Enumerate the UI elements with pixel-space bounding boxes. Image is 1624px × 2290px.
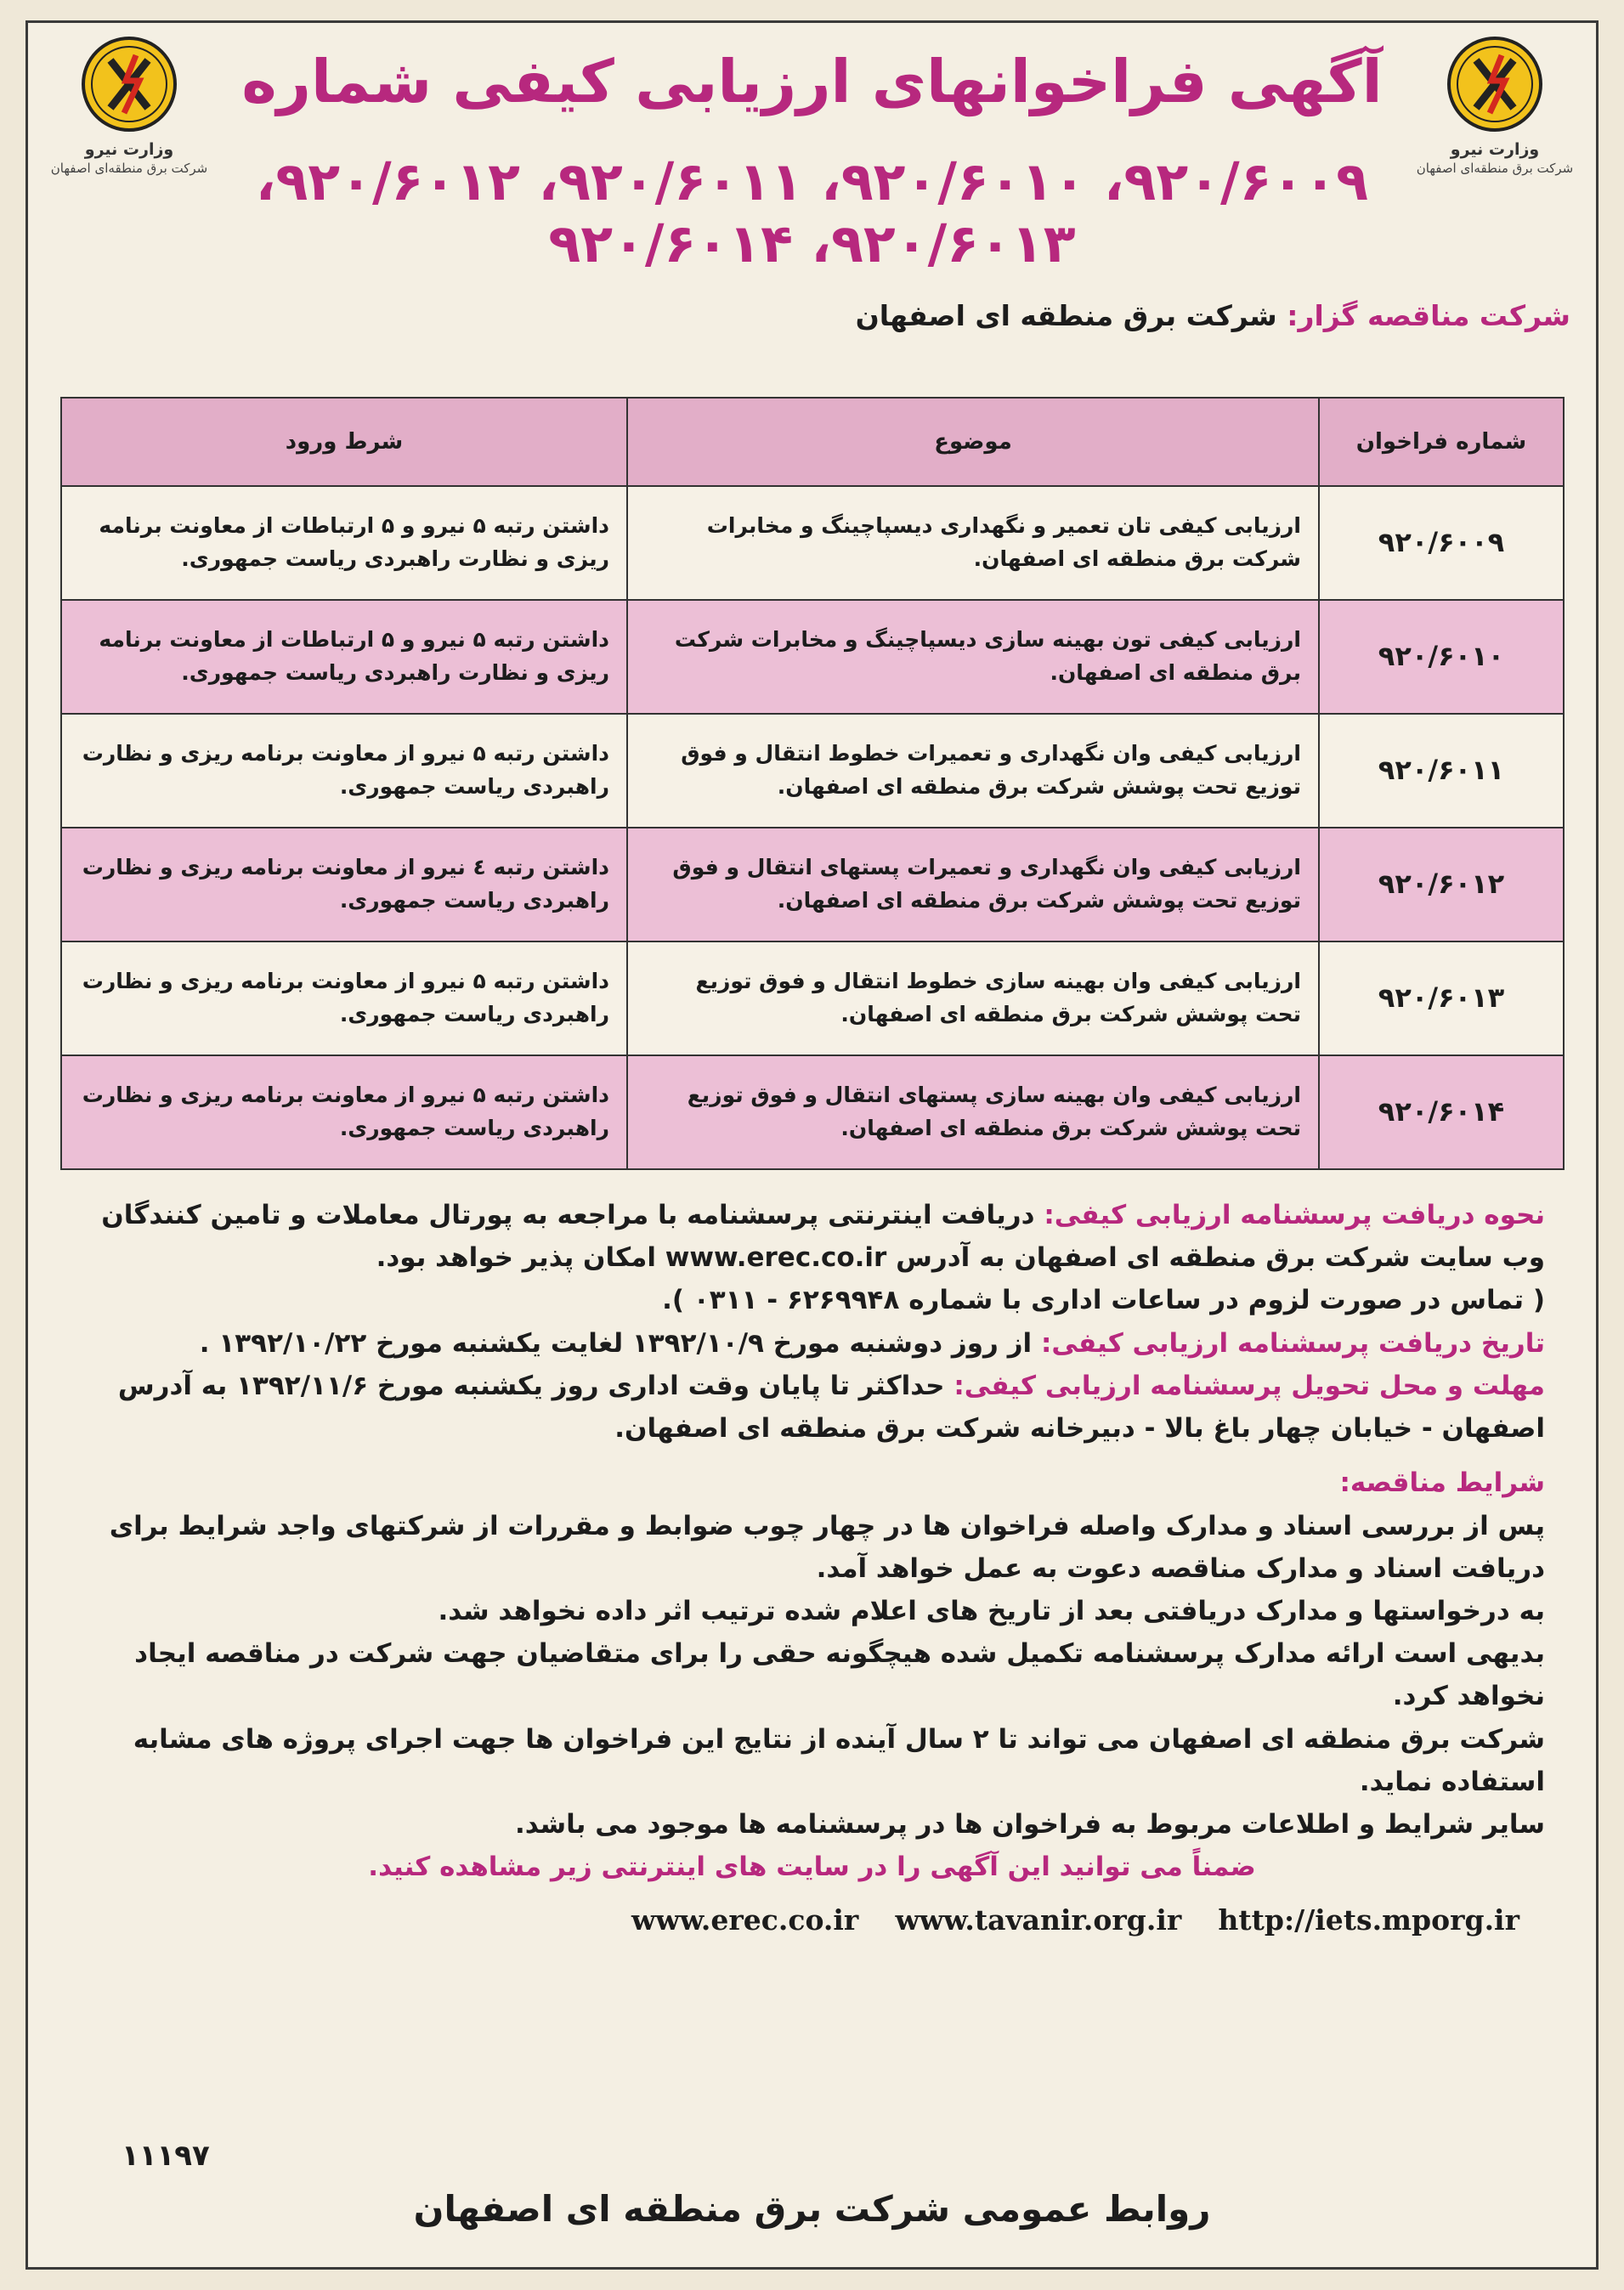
- call-number-cell: ۹۲۰/۶۰۱۱: [1319, 714, 1564, 828]
- tender-value: شرکت برق منطقه ای اصفهان: [855, 299, 1277, 332]
- website-link[interactable]: www.erec.co.ir: [631, 1903, 859, 1937]
- header-subject: موضوع: [627, 398, 1319, 486]
- receive-label: نحوه دریافت پرسشنامه ارزیابی کیفی:: [1044, 1200, 1545, 1230]
- condition-cell: داشتن رتبه ۵ نیرو از معاونت برنامه ریزی و نظارت راهبردی ریاست جمهوری.: [61, 714, 627, 828]
- tender-label: شرکت مناقصه گزار:: [1287, 299, 1570, 332]
- notice-sheet: [25, 20, 1599, 2270]
- condition-cell: داشتن رتبه ۵ نیرو و ۵ ارتباطات از معاونت برنامه ریزی و نظارت راهبردی ریاست جمهوری.: [61, 600, 627, 714]
- deadline-text: حداکثر تا پایان وقت اداری روز یکشنبه مورخ ۱۳۹۲/۱۱/۶ به آدرس اصفهان - خیابان چهار باغ بالا - دبیرخانه شرکت برق منطقه ای اصفهان.: [117, 1370, 1545, 1445]
- sites-note: ضمناً می توانید این آگهی را در سایت های اینترنتی زیر مشاهده کنید.: [368, 1852, 1256, 1883]
- website-list: [79, 1889, 1545, 1942]
- date-paragraph: [79, 1322, 1545, 1365]
- subject-cell: ارزیابی کیفی تان تعمیر و نگهداری دیسپاچینگ و مخابرات شرکت برق منطقه ای اصفهان.: [627, 486, 1319, 600]
- logo-right-company: شرکت برق منطقه‌ای اصفهان: [1416, 161, 1574, 176]
- table-row: [61, 486, 1564, 600]
- subject-cell: ارزیابی کیفی وان بهینه سازی خطوط انتقال و فوق توزیع تحت پوشش شرکت برق منطقه ای اصفهان.: [627, 941, 1319, 1055]
- condition-cell: داشتن رتبه ۵ نیرو از معاونت برنامه ریزی و نظارت راهبردی ریاست جمهوری.: [61, 1055, 627, 1169]
- logo-right: [1406, 35, 1584, 176]
- call-number-cell: ۹۲۰/۶۰۱۰: [1319, 600, 1564, 714]
- deadline-paragraph: [79, 1365, 1545, 1450]
- call-number-cell: ۹۲۰/۶۰۱۳: [1319, 941, 1564, 1055]
- table-row: [61, 941, 1564, 1055]
- notice-title: آگهی فراخوانهای ارزیابی کیفی شماره: [241, 47, 1383, 116]
- header-call-number: شماره فراخوان: [1319, 398, 1564, 486]
- website-link[interactable]: http://iets.mporg.ir: [1218, 1903, 1519, 1937]
- table-row: [61, 714, 1564, 828]
- condition-item: شرکت برق منطقه ای اصفهان می تواند تا ۲ سال آینده از نتایج این فراخوان ها جهت اجرای پروژه های مشابه استفاده نماید.: [133, 1723, 1545, 1797]
- logo-right-ministry: وزارت نیرو: [1450, 140, 1540, 159]
- logo-left-ministry: وزارت نیرو: [84, 140, 174, 159]
- subject-cell: ارزیابی کیفی تون بهینه سازی دیسپاچینگ و مخابرات شرکت برق منطقه ای اصفهان.: [627, 600, 1319, 714]
- call-number-cell: ۹۲۰/۶۰۰۹: [1319, 486, 1564, 600]
- condition-cell: داشتن رتبه ۵ نیرو و ۵ ارتباطات از معاونت برنامه ریزی و نظارت راهبردی ریاست جمهوری.: [61, 486, 627, 600]
- ad-code: ۱۱۱۹۷: [122, 2139, 210, 2173]
- condition-cell: داشتن رتبه ۵ نیرو از معاونت برنامه ریزی و نظارت راهبردی ریاست جمهوری.: [61, 941, 627, 1055]
- footer-public-relations: روابط عمومی شرکت برق منطقه ای اصفهان: [413, 2188, 1211, 2230]
- subject-cell: ارزیابی کیفی وان بهینه سازی پستهای انتقال و فوق توزیع تحت پوشش شرکت برق منطقه ای اصفهان.: [627, 1055, 1319, 1169]
- receive-text: دریافت اینترنتی پرسشنامه با مراجعه به پورتال معاملات و تامین کنندگان وب سایت شرکت برق منطقه ای اصفهان به آدرس www.erec.co.ir امکان پذیر خواهد بود.: [101, 1200, 1545, 1274]
- condition-cell: داشتن رتبه ٤ نیرو از معاونت برنامه ریزی و نظارت راهبردی ریاست جمهوری.: [61, 828, 627, 941]
- table-header-row: [61, 398, 1564, 486]
- date-text: از روز دوشنبه مورخ ۱۳۹۲/۱۰/۹ لغایت یکشنبه مورخ ۱۳۹۲/۱۰/۲۲ .: [199, 1327, 1033, 1359]
- call-numbers: ۹۲۰/۶۰۰۹، ۹۲۰/۶۰۱۰، ۹۲۰/۶۰۱۱، ۹۲۰/۶۰۱۲، ۹۲۰/۶۰۱۳، ۹۲۰/۶۰۱۴: [255, 150, 1369, 274]
- date-label: تاریخ دریافت پرسشنامه ارزیابی کیفی:: [1040, 1327, 1545, 1359]
- call-number-cell: ۹۲۰/۶۰۱۴: [1319, 1055, 1564, 1169]
- table-row: [61, 1055, 1564, 1169]
- notice-body: [79, 1194, 1545, 1942]
- call-number-cell: ۹۲۰/۶۰۱۲: [1319, 828, 1564, 941]
- condition-item: پس از بررسی اسناد و مدارک واصله فراخوان ها در چهار چوب ضوابط و مقررات از شرکتهای واجد شرایط برای دریافت اسناد و مدارک مناقصه دعوت به عمل خواهد آمد.: [109, 1510, 1545, 1584]
- tavanir-logo-icon: [1435, 35, 1554, 137]
- condition-item: بدیهی است ارائه مدارک پرسشنامه تکمیل شده هیچگونه حقی را برای متقاضیان جهت شرکت در مناقصه ایجاد نخواهد کرد.: [134, 1638, 1545, 1712]
- logo-left: [40, 35, 218, 176]
- subject-cell: ارزیابی کیفی وان نگهداری و تعمیرات خطوط انتقال و فوق توزیع تحت پوشش شرکت برق منطقه ای اصفهان.: [627, 714, 1319, 828]
- receive-paragraph: [79, 1194, 1545, 1279]
- contact-text: ( تماس در صورت لزوم در ساعات اداری با شماره ۶۲۶۹۹۴۸ - ۰۳۱۱ ).: [662, 1285, 1545, 1316]
- table-row: [61, 828, 1564, 941]
- condition-item: به درخواستها و مدارک دریافتی بعد از تاریخ های اعلام شده ترتیب اثر داده نخواهد شد.: [438, 1595, 1545, 1626]
- table-row: [61, 600, 1564, 714]
- tavanir-logo-icon: [70, 35, 189, 137]
- header-entry-condition: شرط ورود: [61, 398, 627, 486]
- tender-organizer: [856, 299, 1570, 332]
- conditions-label: شرایط مناقصه:: [1339, 1467, 1545, 1499]
- deadline-label: مهلت و محل تحویل پرسشنامه ارزیابی کیفی:: [953, 1370, 1545, 1401]
- subject-cell: ارزیابی کیفی وان نگهداری و تعمیرات پستهای انتقال و فوق توزیع تحت پوشش شرکت برق منطقه ای اصفهان.: [627, 828, 1319, 941]
- condition-item: سایر شرایط و اطلاعات مربوط به فراخوان ها در پرسشنامه ها موجود می باشد.: [514, 1809, 1545, 1840]
- website-link[interactable]: www.tavanir.org.ir: [895, 1903, 1182, 1937]
- calls-table: [60, 397, 1565, 1170]
- logo-left-company: شرکت برق منطقه‌ای اصفهان: [50, 161, 208, 176]
